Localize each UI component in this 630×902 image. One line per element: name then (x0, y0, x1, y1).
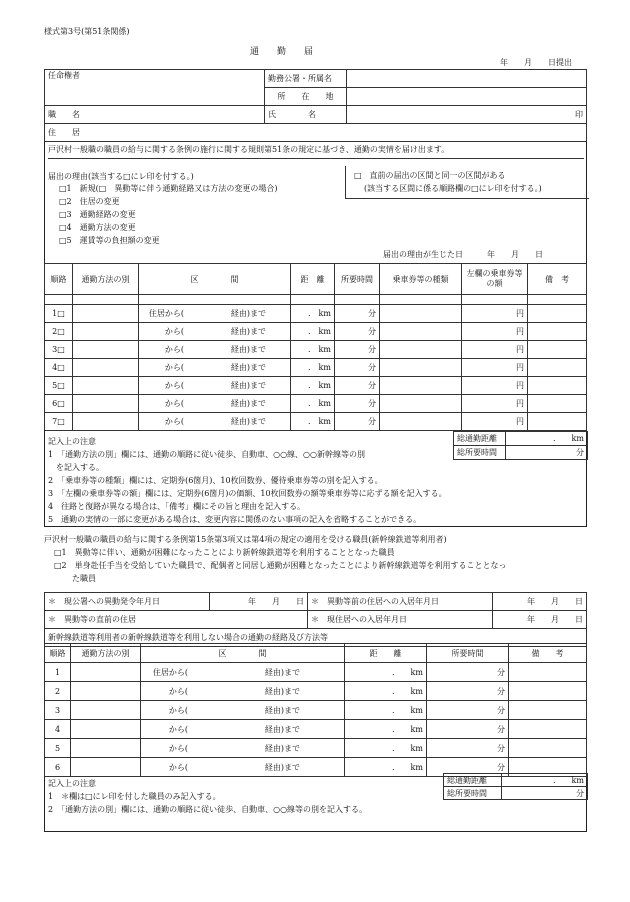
row-order[interactable]: 3□ (45, 341, 73, 359)
section-to: まで (284, 667, 300, 677)
table-row (45, 413, 587, 431)
col-distance: 距 離 (291, 264, 335, 295)
row-method[interactable] (73, 377, 139, 395)
row-amount[interactable]: 円 (462, 395, 528, 413)
section-cell[interactable] (139, 323, 291, 341)
route-table (44, 263, 587, 431)
same-route-checkbox[interactable]: □ 直前の届出の区間と同一の区間がある (354, 171, 506, 180)
section-2-item-2[interactable]: □2 単身赴任手当を受給していた職員で、配偶者と同居し通勤が困難となったことにより新幹線鉄道等を利用することとなっ (54, 561, 507, 570)
table-row (45, 663, 587, 682)
reasons-list (59, 182, 277, 247)
col-time: 所要時間 (335, 264, 380, 295)
total-time-label: 総所要時間 (454, 446, 506, 460)
table-row (45, 359, 587, 377)
row-time[interactable]: 分 (427, 663, 509, 682)
table-row (45, 341, 587, 359)
row-method[interactable] (73, 413, 139, 431)
col-method-2: 通勤方法の別 (71, 644, 141, 663)
table-row (45, 395, 587, 413)
table-row (45, 701, 587, 720)
total-distance-value-2[interactable]: . km (502, 774, 588, 787)
row-ticket[interactable] (380, 413, 462, 431)
total-time-value-2[interactable]: 分 (502, 787, 588, 800)
statement: 戸沢村一般職の職員の給与に関する条例の施行に関する規則第51条の規定に基づき、通勤の実情を届け出ます。 (48, 144, 584, 159)
row-distance[interactable]: . km (291, 359, 335, 377)
section-2-item-1[interactable]: □1 異動等に伴い、通勤が困難になったことにより新幹線鉄道等を利用することとなった職員 (54, 548, 395, 557)
same-route-hint: (該当する区間に係る順路欄の□にレ印を付する。) (364, 184, 542, 193)
section-from: から( (168, 705, 188, 715)
section-to: まで (284, 743, 300, 753)
notes-2-title: 記入上の注意 (48, 779, 96, 788)
address-row[interactable]: 住 居 (45, 124, 587, 142)
notes-1 (48, 435, 478, 526)
col-order: 順路 (45, 264, 73, 295)
row-order: 2 (45, 682, 71, 701)
section-to: まで (250, 309, 266, 318)
name-label: 氏 名 (265, 106, 347, 124)
location-label: 所 在 地 (265, 88, 347, 106)
section-to: まで (250, 381, 266, 390)
col-section: 区 間 (139, 264, 291, 295)
row-method[interactable] (71, 682, 141, 701)
row-remarks[interactable] (528, 413, 587, 431)
totals-table-1 (453, 431, 588, 460)
row-method[interactable] (71, 758, 141, 777)
section-via: 経由) (264, 743, 284, 753)
row-time[interactable]: 分 (427, 758, 509, 777)
notes-2 (48, 777, 448, 816)
row-order[interactable]: 4□ (45, 359, 73, 377)
row-time[interactable]: 分 (335, 305, 380, 323)
row-time[interactable]: 分 (427, 720, 509, 739)
row-amount[interactable]: 円 (462, 359, 528, 377)
row-method[interactable] (71, 701, 141, 720)
section-cell[interactable] (139, 413, 291, 431)
row-order: 6 (45, 758, 71, 777)
section-from: 住居から( (152, 667, 188, 677)
row-method[interactable] (71, 663, 141, 682)
section-via: 経由) (230, 363, 250, 372)
row-remarks[interactable] (528, 323, 587, 341)
section-from: から( (164, 381, 184, 390)
row-distance[interactable]: . km (291, 323, 335, 341)
row-time[interactable]: 分 (335, 413, 380, 431)
section-from: 住居から( (148, 309, 184, 318)
reason-method[interactable]: □4 通勤方法の変更 (59, 223, 136, 232)
shinkansen-dates-table (44, 592, 587, 647)
section-2-item-2-cont: た職員 (72, 574, 96, 583)
row-time[interactable]: 分 (335, 377, 380, 395)
table-row (45, 720, 587, 739)
notes-2-item: 2 「通勤方法の別」欄には、通勤の順路に従い徒歩、自動車、○○線等の別を記入する。 (48, 805, 368, 814)
row-method[interactable] (73, 395, 139, 413)
section-from: から( (164, 363, 184, 372)
section-via: 経由) (264, 762, 284, 772)
row-ticket[interactable] (380, 395, 462, 413)
row-distance[interactable]: . km (345, 739, 427, 758)
section-from: から( (168, 686, 188, 696)
total-distance-label: 総通勤距離 (454, 432, 506, 446)
row-order[interactable]: 7□ (45, 413, 73, 431)
section-to: まで (250, 345, 266, 354)
section-cell[interactable] (141, 739, 345, 758)
section-via: 経由) (230, 345, 250, 354)
section-cell[interactable] (141, 701, 345, 720)
row-ticket[interactable] (380, 305, 462, 323)
table-row (45, 305, 587, 323)
notes-1-item: 4 往路と復路が異なる場合は、「備考」欄にその旨と理由を記入する。 (48, 502, 306, 511)
row-order: 3 (45, 701, 71, 720)
section-to: まで (250, 327, 266, 336)
row-order: 4 (45, 720, 71, 739)
section-cell[interactable] (139, 305, 291, 323)
section-from: から( (168, 724, 188, 734)
row-method[interactable] (71, 720, 141, 739)
row-method[interactable] (73, 305, 139, 323)
row-method[interactable] (73, 341, 139, 359)
submission-date: 年 月 日提出 (500, 58, 572, 67)
col-order-2: 順路 (45, 644, 71, 663)
section-via: 経由) (230, 327, 250, 336)
row-remarks[interactable] (509, 701, 587, 720)
name-field[interactable] (347, 106, 587, 124)
commute-report-frame (44, 69, 587, 527)
row-order[interactable]: 2□ (45, 323, 73, 341)
notes-1-item: を記入する。 (48, 463, 104, 472)
reason-residence[interactable]: □2 住居の変更 (59, 197, 120, 206)
position-cell[interactable]: 職 名 (45, 106, 265, 124)
row-time[interactable]: 分 (335, 341, 380, 359)
form-number: 様式第3号(第51条関係) (44, 27, 130, 36)
section-cell[interactable] (139, 359, 291, 377)
section-via: 経由) (264, 724, 284, 734)
notes-1-item: 2 「乗車券等の種類」欄には、定期券(6箇月)、10枚回数券、優待乗車券等の別を記入する。 (48, 476, 383, 485)
row-time[interactable]: 分 (427, 682, 509, 701)
workplace-label: 勤務公署・所属名 (265, 70, 347, 88)
row-ticket[interactable] (380, 341, 462, 359)
notes-1-item: 5 通勤の実情の一部に変更がある場合は、変更内容に関係のない事項の記入を省略することができる。 (48, 515, 422, 524)
seal-mark: 印 (575, 110, 583, 119)
section-cell[interactable] (141, 720, 345, 739)
notes-2-item: 1 ＊欄は□にレ印を付した職員のみ記入する。 (48, 792, 221, 801)
workplace-field[interactable] (347, 70, 587, 88)
col-amount: 左欄の乗車券等の額 (462, 264, 528, 295)
prev-residence-label: ＊ 異動等前の住居への入居年月日 (308, 593, 493, 611)
table-row (45, 323, 587, 341)
row-method[interactable] (73, 359, 139, 377)
current-office-date[interactable]: 年 月 日 (210, 593, 308, 611)
prev-residence-date[interactable]: 年 月 日 (493, 593, 587, 611)
totals-table-2 (443, 773, 588, 800)
row-order: 5 (45, 739, 71, 758)
section-to: まで (250, 399, 266, 408)
notes-1-item: 3 「左欄の乗車券等の額」欄には、定期券(6箇月)の価額、10枚回数券の額等乗車券等に応ずる額を記入する。 (48, 489, 447, 498)
row-remarks[interactable] (509, 663, 587, 682)
reason-date: 届出の理由が生じた日 年 月 日 (383, 250, 543, 259)
section-to: まで (284, 705, 300, 715)
section-to: まで (250, 363, 266, 372)
reason-new[interactable]: □1 新規(□ 異動等に伴う通勤経路又は方法の変更の場合) (59, 184, 278, 193)
table-row (45, 377, 587, 395)
section-cell[interactable] (141, 682, 345, 701)
row-order: 1 (45, 663, 71, 682)
section-2-title: 戸沢村一般職の職員の給与に関する条例第15条第3項又は第4項の規定の適用を受ける職員(新幹線鉄道等利用者) (44, 535, 447, 544)
row-distance[interactable]: . km (345, 682, 427, 701)
notes-1-item: 1 「通勤方法の別」欄には、通勤の順路に従い徒歩、自動車、○○線、○○新幹線等の別 (48, 450, 366, 459)
col-remarks: 備 考 (528, 264, 587, 295)
col-ticket: 乗車券等の種類 (380, 264, 462, 295)
row-time[interactable]: 分 (427, 739, 509, 758)
section-cell[interactable] (139, 341, 291, 359)
section-to: まで (284, 686, 300, 696)
section-from: から( (164, 345, 184, 354)
row-order[interactable]: 5□ (45, 377, 73, 395)
current-residence-label: ＊ 現住居への入居年月日 (308, 611, 493, 629)
section-from: から( (164, 399, 184, 408)
section-from: から( (168, 743, 188, 753)
row-amount[interactable]: 円 (462, 413, 528, 431)
row-distance[interactable]: . km (291, 395, 335, 413)
row-remarks[interactable] (509, 739, 587, 758)
row-ticket[interactable] (380, 377, 462, 395)
section-from: から( (164, 327, 184, 336)
section-via: 経由) (230, 309, 250, 318)
row-time[interactable]: 分 (335, 359, 380, 377)
total-distance-value[interactable]: . km (506, 432, 588, 446)
row-method[interactable] (73, 323, 139, 341)
row-remarks[interactable] (528, 305, 587, 323)
shinkansen-frame (44, 592, 587, 832)
current-office-label: ＊ 現公署への異動発令年月日 (45, 593, 210, 611)
table-row (45, 739, 587, 758)
row-ticket[interactable] (380, 359, 462, 377)
row-remarks[interactable] (528, 395, 587, 413)
row-remarks[interactable] (528, 377, 587, 395)
row-distance[interactable]: . km (291, 413, 335, 431)
section-from: から( (164, 417, 184, 426)
row-distance[interactable]: . km (345, 663, 427, 682)
form-title: 通 勤 届 (250, 47, 314, 57)
row-amount[interactable]: 円 (462, 341, 528, 359)
row-time[interactable]: 分 (335, 395, 380, 413)
row-remarks[interactable] (528, 359, 587, 377)
row-distance[interactable]: . km (291, 341, 335, 359)
appointer-cell[interactable]: 任命権者 (45, 70, 265, 106)
section-from: から( (168, 762, 188, 772)
shinkansen-route-table (44, 643, 587, 777)
row-distance[interactable]: . km (345, 720, 427, 739)
row-time[interactable]: 分 (335, 323, 380, 341)
total-time-label-2: 総所要時間 (444, 787, 502, 800)
section-via: 経由) (264, 686, 284, 696)
reason-fare[interactable]: □5 運賃等の負担額の変更 (59, 236, 160, 245)
row-time[interactable]: 分 (427, 701, 509, 720)
current-residence-date[interactable]: 年 月 日 (493, 611, 587, 629)
section-via: 経由) (264, 705, 284, 715)
section-2-intro (44, 533, 604, 585)
row-distance[interactable]: . km (345, 701, 427, 720)
section-via: 経由) (230, 381, 250, 390)
section-cell[interactable] (139, 377, 291, 395)
row-distance[interactable]: . km (345, 758, 427, 777)
row-order[interactable]: 1□ (45, 305, 73, 323)
table-row (45, 682, 587, 701)
row-method[interactable] (71, 739, 141, 758)
row-distance[interactable]: . km (291, 377, 335, 395)
row-amount[interactable]: 円 (462, 323, 528, 341)
section-via: 経由) (264, 667, 284, 677)
reasons-title: 届出の理由(該当する□にレ印を付する。) (48, 172, 194, 181)
notes-1-title: 記入上の注意 (48, 437, 96, 446)
col-time-2: 所要時間 (427, 644, 509, 663)
before-residence-field[interactable]: ＊ 異動等の直前の住居 (45, 611, 308, 629)
row-ticket[interactable] (380, 323, 462, 341)
col-method: 通勤方法の別 (73, 264, 139, 295)
section-cell[interactable] (141, 758, 345, 777)
section-to: まで (284, 762, 300, 772)
row-remarks[interactable] (509, 682, 587, 701)
total-time-value[interactable]: 分 (506, 446, 588, 460)
section-to: まで (284, 724, 300, 734)
row-remarks[interactable] (509, 720, 587, 739)
section-cell[interactable] (139, 395, 291, 413)
row-distance[interactable]: . km (291, 305, 335, 323)
row-order[interactable]: 6□ (45, 395, 73, 413)
location-field[interactable] (347, 88, 587, 106)
col-remarks-2: 備 考 (509, 644, 587, 663)
row-amount[interactable]: 円 (462, 305, 528, 323)
reason-route[interactable]: □3 通勤経路の変更 (59, 210, 136, 219)
header-table (44, 69, 587, 142)
section-to: まで (250, 417, 266, 426)
col-distance-2: 距 離 (345, 644, 427, 663)
total-distance-label-2: 総通勤距離 (444, 774, 502, 787)
section-via: 経由) (230, 417, 250, 426)
route-title: 新幹線鉄道等利用者の新幹線鉄道等を利用しない場合の通勤の経路及び方法等 (45, 629, 587, 647)
row-amount[interactable]: 円 (462, 377, 528, 395)
section-cell[interactable] (141, 663, 345, 682)
row-remarks[interactable] (528, 341, 587, 359)
col-section-2: 区 間 (141, 644, 345, 663)
section-via: 経由) (230, 399, 250, 408)
same-route-box (345, 166, 589, 199)
